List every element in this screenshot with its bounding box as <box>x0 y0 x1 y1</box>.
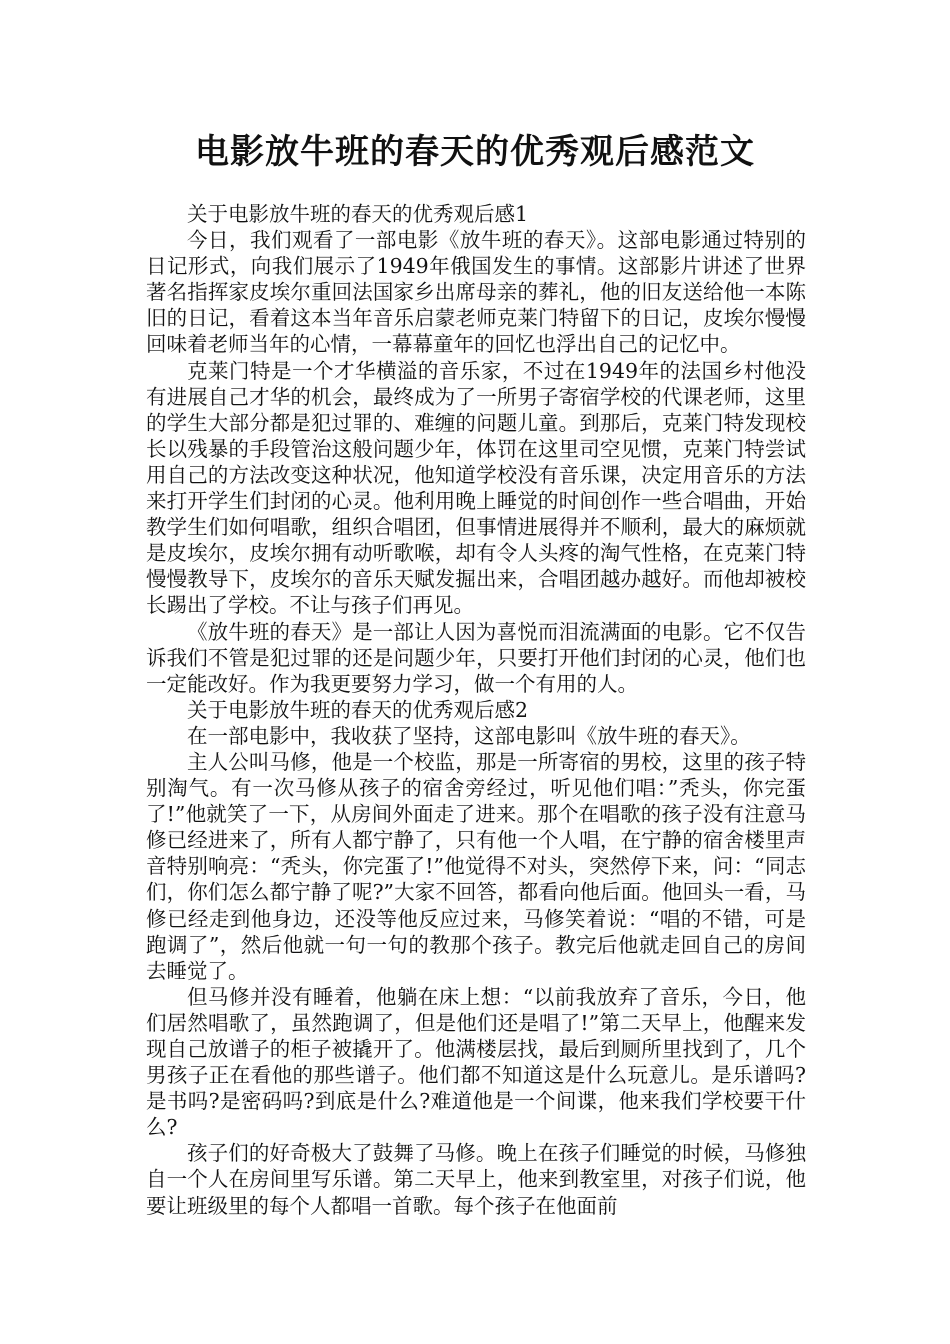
section-heading-1: 关于电影放牛班的春天的优秀观后感1 <box>187 202 529 226</box>
paragraph: 《放牛班的春天》是一部让人因为喜悦而泪流满面的电影。它不仅告诉我们不管是犯过罪的还是问题少年，只要打开他们封闭的心灵，他们也一定能改好。作为我更要努力学习，做一个有用的人。 <box>146 619 806 696</box>
paragraph: 今日，我们观看了一部电影《放牛班的春天》。这部电影通过特别的日记形式，向我们展示了1949年俄国发生的事情。这部影片讲述了世界著名指挥家皮埃尔重回法国家乡出席母亲的葬礼，他的旧友送给他一本陈旧的日记，看着这本当年音乐启蒙老师克莱门特留下的日记，皮埃尔慢慢回味着老师当年的心情，一幕幕童年的回忆也浮出自己的记忆中。 <box>146 228 806 357</box>
paragraph: 孩子们的好奇极大了鼓舞了马修。晚上在孩子们睡觉的时候，马修独自一个人在房间里写乐谱。第二天早上，他来到教室里，对孩子们说，他要让班级里的每个人都唱一首歌。每个孩子在他面前 <box>146 1141 806 1218</box>
paragraph: 在一部电影中，我收获了坚持，这部电影叫《放牛班的春天》。 <box>187 723 751 748</box>
document-body <box>146 201 806 1219</box>
section-heading-2: 关于电影放牛班的春天的优秀观后感2 <box>187 697 529 722</box>
paragraph: 主人公叫马修，他是一个校监，那是一所寄宿的男校，这里的孩子特别淘气。有一次马修从孩子的宿舍旁经过，听见他们唱：”秃头，你完蛋了!”他就笑了一下，从房间外面走了进来。那个在唱歌的孩子没有注意马修已经进来了，所有人都宁静了，只有他一个人唱，在宁静的宿舍楼里声音特别响亮：“秃头，你完蛋了!”他觉得不对头，突然停下来，问：“同志们，你们怎么都宁静了呢?”大家不回答，都看向他后面。他回头一看，马修已经走到他身边，还没等他反应过来，马修笑着说：“唱的不错，可是跑调了”，然后他就一句一句的教那个孩子。教完后他就走回自己的房间去睡觉了。 <box>146 749 806 983</box>
paragraph: 但马修并没有睡着，他躺在床上想：“以前我放弃了音乐，今日，他们居然唱歌了，虽然跑调了，但是他们还是唱了!”第二天早上，他醒来发现自己放谱子的柜子被撬开了。他满楼层找，最后到厕所里找到了，几个男孩子正在看他的那些谱子。他们都不知道这是什么玩意儿。是乐谱吗?是书吗?是密码吗?到底是什么?难道他是一个间谍，他来我们学校要干什么? <box>146 984 806 1140</box>
document-title: 电影放牛班的春天的优秀观后感范文 <box>195 132 755 172</box>
paragraph: 克莱门特是一个才华横溢的音乐家，不过在1949年的法国乡村他没有进展自己才华的机会，最终成为了一所男子寄宿学校的代课老师，这里的学生大部分都是犯过罪的、难缠的问题儿童。到那后，克莱门特发现校长以残暴的手段管治这般问题少年，体罚在这里司空见惯，克莱门特尝试用自己的方法改变这种状况，他知道学校没有音乐课，决定用音乐的方法来打开学生们封闭的心灵。他利用晚上睡觉的时间创作一些合唱曲，开始教学生们如何唱歌，组织合唱团，但事情进展得并不顺利，最大的麻烦就是皮埃尔，皮埃尔拥有动听歌喉，却有令人头疼的淘气性格，在克莱门特慢慢教导下，皮埃尔的音乐天赋发掘出来，合唱团越办越好。而他却被校长踢出了学校。不让与孩子们再见。 <box>146 358 806 618</box>
